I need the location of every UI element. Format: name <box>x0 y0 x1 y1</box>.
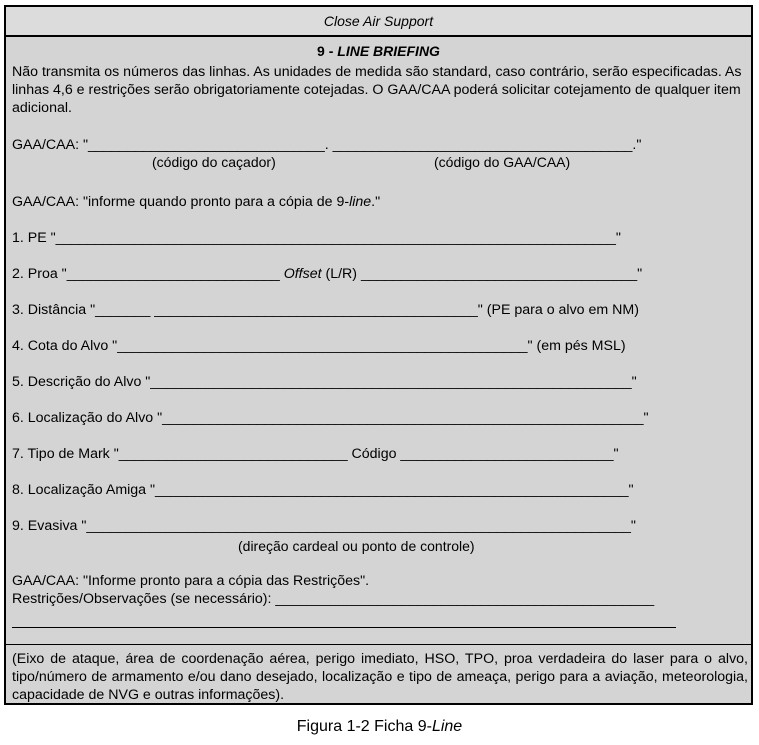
caption-line-word: Line <box>431 718 463 735</box>
note-divider <box>6 644 751 645</box>
line-3-distancia: 3. Distância "_______ _________________________________________" (PE para o alvo em NM) <box>12 302 639 318</box>
form-title: Close Air Support <box>323 13 434 29</box>
restricoes-request: GAA/CAA: "Informe pronto para a cópia das Restrições". <box>12 573 370 589</box>
figure-caption <box>0 718 759 736</box>
gaa-ready-line-word: line <box>349 194 372 210</box>
gaa-ready-text: GAA/CAA: "informe quando pronto para a cópia de 9- <box>12 194 350 210</box>
line-2-proa-text: 2. Proa "___________________________ <box>12 266 284 282</box>
restricoes-note: (Eixo de ataque, área de coordenação aérea, perigo imediato, HSO, TPO, proa verdadeira do laser para o alvo, tipo/número de armamento e/ou dano desejado, localização e tipo de ameaça, perigo para a aviação, meteorologia, capacidade de NVG e outras informações). <box>12 651 748 703</box>
restricoes-field: Restrições/Observações (se necessário): ________________________________________________ <box>12 591 655 607</box>
briefing-title <box>6 43 751 59</box>
restricoes-blank-line <box>12 627 676 628</box>
line-2-offset-word: Offset <box>283 266 322 282</box>
line-8-localizacao-amiga: 8. Localização Amiga "____________________________________________________________" <box>12 482 634 498</box>
line-1-pe: 1. PE "_______________________________________________________________________" <box>12 230 621 246</box>
nine-line-form <box>4 5 753 705</box>
hint-evasiva: (direção cardeal ou ponto de controle) <box>238 538 475 554</box>
gaa-ready-end: ." <box>371 194 381 210</box>
line-9-evasiva: 9. Evasiva "_____________________________________________________________________" <box>12 518 636 534</box>
line-5-descricao: 5. Descrição do Alvo "_____________________________________________________________" <box>12 374 637 390</box>
line-7-tipo-mark: 7. Tipo de Mark "_____________________________ Código ___________________________" <box>12 446 619 462</box>
caption-text: Figura 1-2 Ficha 9- <box>296 718 432 735</box>
gaa-ready-line <box>12 194 380 210</box>
briefing-instructions: Não transmita os números das linhas. As unidades de medida são standard, caso contrário, serão especificadas. As linhas 4,6 e restrições serão obrigatoriamente cotejadas. O GAA/CAA poderá solicitar cotejamento de qualquer item adicional. <box>12 64 742 116</box>
line-2-offset-field: (L/R) ___________________________________" <box>321 266 643 282</box>
hint-gaa-code: (código do GAA/CAA) <box>434 154 571 170</box>
form-header <box>6 7 751 37</box>
briefing-title-text: LINE BRIEFING <box>337 43 440 59</box>
briefing-title-number: 9 - <box>317 43 338 59</box>
gaa-callsign-line: GAA/CAA: "______________________________. ______________________________________." <box>12 137 642 153</box>
hint-cacador-code: (código do caçador) <box>152 154 276 170</box>
line-6-localizacao-alvo: 6. Localização do Alvo "_____________________________________________________________" <box>12 410 649 426</box>
line-4-cota: 4. Cota do Alvo "____________________________________________________" (em pés MSL) <box>12 338 626 354</box>
line-2-proa <box>12 266 642 282</box>
